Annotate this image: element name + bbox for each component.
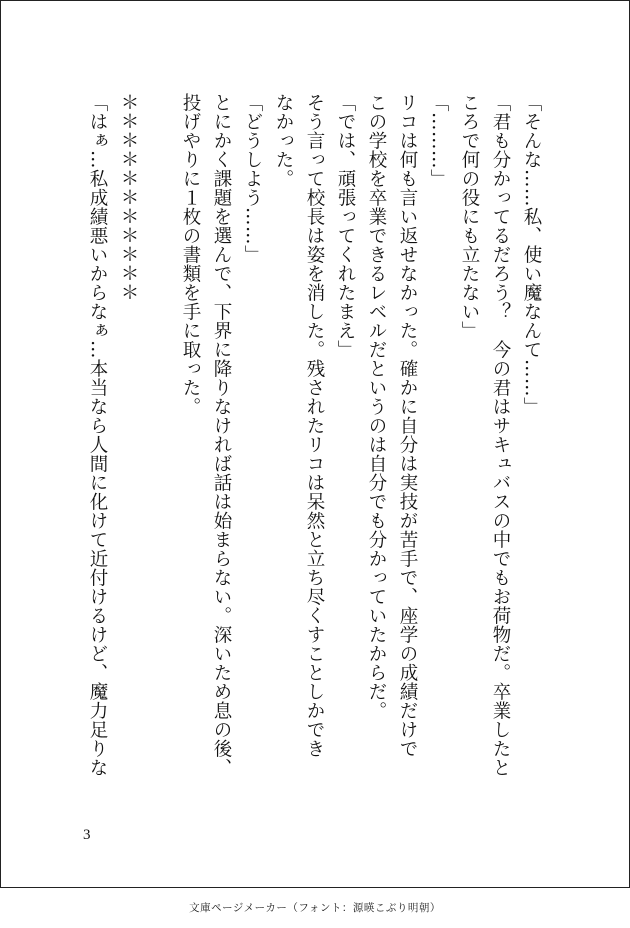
text-line: 投げやりに１枚の書類を手に取った。 xyxy=(180,93,201,416)
section-separator: ＊＊＊＊＊＊＊＊＊＊＊ xyxy=(118,93,139,302)
text-line: そう言って校長は姿を消した。残されたリコは呆然と立ち尽くすことしかでき xyxy=(304,93,325,758)
text-line: 「どうしよう……」 xyxy=(242,93,263,264)
text-line: とにかく課題を選んで、下界に降りなければ話は始まらない。深いため息の後、 xyxy=(211,93,232,777)
text-line: リコは何も言い返せなかった。確かに自分は実技が苦手で、座学の成績だけで xyxy=(397,93,418,758)
text-line: ころで何の役にも立たない」 xyxy=(459,93,480,340)
footer-credit: 文庫ページメーカー（フォント：源暎こぶり明朝） xyxy=(189,902,441,914)
text-line: なかった。 xyxy=(273,93,294,188)
text-line: 「君も分かってるだろう？ 今の君はサキュバスの中でもお荷物だ。卒業したと xyxy=(490,93,511,777)
text-line: 「………」 xyxy=(428,93,449,188)
text-line: 「そんな……私、使い魔なんて……」 xyxy=(521,93,542,416)
text-line: 「では、頑張ってくれたまえ」 xyxy=(335,93,356,359)
text-line: 「はぁ…私成績悪いからなぁ…本当なら人間に化けて近付けるけど、魔力足りな xyxy=(87,93,108,777)
text-line: この学校を卒業できるレベルだというのは自分でも分かっていたからだ。 xyxy=(366,93,387,720)
vertical-text-body xyxy=(87,93,547,793)
page-number: 3 xyxy=(83,827,91,843)
blank-line xyxy=(144,93,175,793)
